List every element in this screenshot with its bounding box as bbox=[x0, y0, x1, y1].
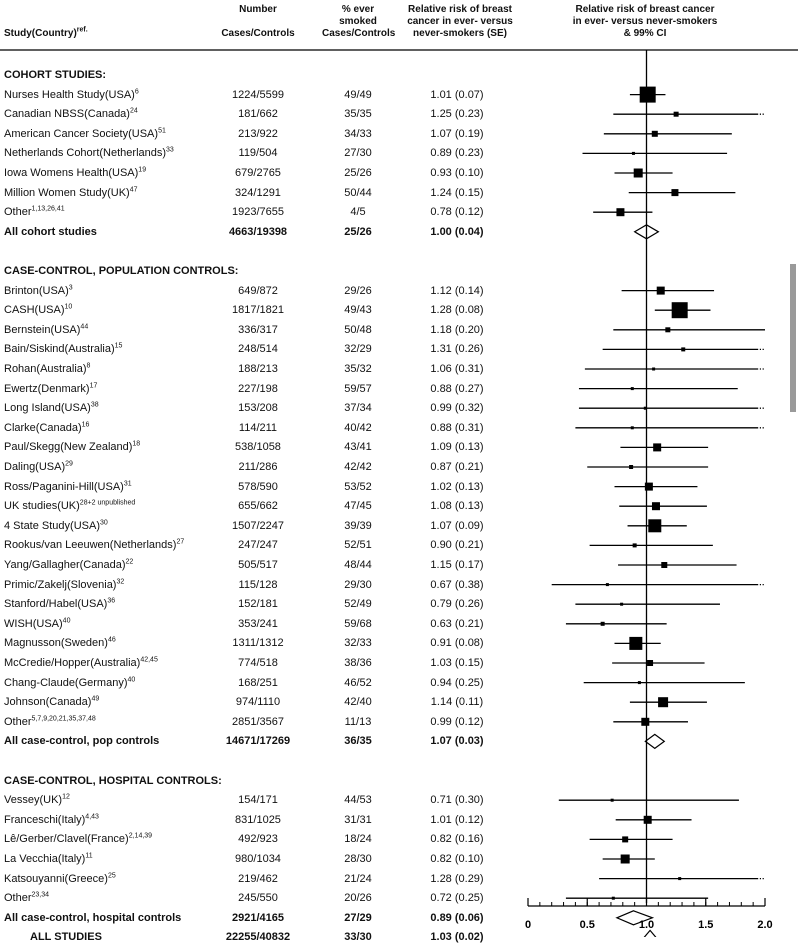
pct-smoked-cell: 4/5 bbox=[350, 206, 366, 219]
study-reference: 17 bbox=[89, 381, 98, 389]
pct-smoked-cell: 48/44 bbox=[344, 559, 372, 571]
relative-risk-cell: 0.93 (0.10) bbox=[430, 167, 484, 179]
cases-controls-cell: 538/1058 bbox=[235, 441, 281, 454]
relative-risk-cell: 1.31 (0.26) bbox=[430, 343, 484, 356]
study-estimate-square bbox=[652, 131, 658, 137]
relative-risk-cell: 1.09 (0.13) bbox=[430, 441, 484, 454]
study-reference: 42,45 bbox=[140, 656, 158, 664]
study-estimate-square bbox=[631, 387, 634, 390]
study-name-text: Vessey(UK) bbox=[4, 794, 63, 807]
x-tick-label: 0 bbox=[524, 919, 532, 931]
section-label: CASE-CONTROL, POPULATION CONTROLS: bbox=[4, 265, 239, 277]
study-reference: 40 bbox=[62, 617, 71, 625]
cases-controls-cell: 2851/3567 bbox=[232, 715, 284, 728]
study-reference: 8 bbox=[86, 362, 91, 370]
pct-smoked-cell: 35/35 bbox=[344, 108, 372, 121]
relative-risk-cell: 0.89 (0.23) bbox=[430, 147, 484, 160]
relative-risk-cell: 0.63 (0.21) bbox=[430, 617, 484, 630]
study-name-text: La Vecchia(Italy) bbox=[4, 853, 86, 865]
study-reference: 32 bbox=[116, 577, 125, 585]
study-name-text: Bernstein(USA) bbox=[4, 323, 81, 336]
relative-risk-cell: 0.71 (0.30) bbox=[430, 794, 484, 807]
header-ci-line3: & 99% CI bbox=[623, 28, 667, 39]
study-name-text: Johnson(Canada) bbox=[4, 696, 92, 709]
pct-smoked-cell: 32/33 bbox=[344, 637, 372, 650]
cases-controls-cell: 115/128 bbox=[238, 578, 278, 591]
study-name-text: UK studies(UK) bbox=[4, 500, 80, 513]
study-reference: 12 bbox=[62, 793, 70, 801]
study-name-text: Million Women Study(UK) bbox=[4, 186, 130, 199]
study-name-text: Long Island(USA) bbox=[4, 402, 91, 415]
study-name-text: Rohan(Australia) bbox=[4, 363, 87, 375]
pct-smoked-cell: 29/26 bbox=[344, 284, 372, 297]
cases-controls-cell: 1817/1821 bbox=[232, 304, 284, 317]
study-estimate-square bbox=[652, 368, 655, 371]
study-name-text: All case-control, pop controls bbox=[4, 735, 160, 748]
study-name-text: Ewertz(Denmark) bbox=[4, 382, 90, 395]
pct-smoked-cell: 27/29 bbox=[344, 911, 372, 924]
study-estimate-square bbox=[671, 189, 678, 196]
cases-controls-cell: 1224/5599 bbox=[232, 88, 284, 101]
study-reference: 38 bbox=[90, 401, 99, 409]
study-estimate-square bbox=[672, 302, 688, 318]
study-name-text: Rookus/van Leeuwen(Netherlands) bbox=[4, 539, 177, 552]
pct-smoked-cell: 52/49 bbox=[344, 598, 372, 611]
study-name-text: Yang/Gallagher(Canada) bbox=[4, 559, 126, 571]
study-estimate-square bbox=[665, 327, 670, 332]
pct-smoked-cell: 18/24 bbox=[344, 833, 372, 846]
header-ci-line2: in ever- versus never-smokers bbox=[572, 16, 718, 27]
study-name-text: Chang-Claude(Germany) bbox=[4, 676, 128, 689]
relative-risk-cell: 0.78 (0.12) bbox=[430, 206, 484, 219]
study-name-text: Canadian NBSS(Canada) bbox=[4, 108, 130, 121]
study-estimate-square bbox=[647, 660, 653, 666]
study-reference: 4,43 bbox=[85, 813, 99, 821]
cases-controls-cell: 1923/7655 bbox=[232, 206, 284, 219]
study-name-text: American Cancer Society(USA) bbox=[4, 127, 159, 140]
pct-smoked-cell: 29/30 bbox=[344, 578, 372, 591]
relative-risk-cell: 1.07 (0.09) bbox=[430, 519, 484, 532]
pct-smoked-cell: 33/30 bbox=[344, 931, 372, 944]
study-estimate-square bbox=[640, 87, 656, 103]
header-number-line2: Cases/Controls bbox=[221, 28, 295, 39]
relative-risk-cell: 1.15 (0.17) bbox=[430, 559, 484, 571]
x-tick-label: 1.5 bbox=[698, 919, 714, 931]
pct-smoked-cell: 42/42 bbox=[344, 461, 372, 473]
header-pct-line3: Cases/Controls bbox=[322, 28, 396, 39]
relative-risk-cell: 0.82 (0.16) bbox=[430, 833, 484, 846]
study-estimate-square bbox=[644, 816, 652, 824]
relative-risk-cell: 0.89 (0.06) bbox=[430, 911, 484, 924]
study-name-text: Brinton(USA) bbox=[4, 284, 69, 297]
section-label: CASE-CONTROL, HOSPITAL CONTROLS: bbox=[4, 774, 222, 787]
relative-risk-cell: 1.01 (0.07) bbox=[430, 88, 484, 101]
relative-risk-cell: 1.08 (0.13) bbox=[430, 500, 484, 513]
study-estimate-square bbox=[658, 697, 668, 707]
pct-smoked-cell: 38/36 bbox=[344, 657, 372, 669]
study-estimate-square bbox=[601, 622, 605, 626]
cases-controls-cell: 774/518 bbox=[238, 657, 278, 669]
study-estimate-square bbox=[620, 603, 623, 606]
study-name-text: Other bbox=[4, 892, 32, 905]
study-reference: 29 bbox=[65, 460, 73, 468]
study-estimate-square bbox=[631, 426, 634, 429]
x-tick-label: 0.5 bbox=[579, 919, 595, 931]
study-name-text: Netherlands Cohort(Netherlands) bbox=[4, 147, 167, 160]
relative-risk-cell: 1.06 (0.31) bbox=[430, 363, 484, 375]
relative-risk-cell: 1.28 (0.29) bbox=[430, 872, 484, 885]
study-estimate-square bbox=[629, 637, 642, 650]
cases-controls-cell: 1311/1312 bbox=[232, 637, 284, 650]
relative-risk-cell: 1.03 (0.02) bbox=[430, 931, 484, 944]
cases-controls-cell: 211/286 bbox=[238, 461, 278, 473]
pct-smoked-cell: 44/53 bbox=[344, 794, 372, 807]
relative-risk-cell: 0.99 (0.12) bbox=[430, 715, 484, 728]
study-name-text: Iowa Womens Health(USA) bbox=[4, 167, 139, 179]
study-name-text: McCredie/Hopper(Australia) bbox=[4, 657, 141, 669]
header-rr-line2: cancer in ever- versus bbox=[407, 16, 513, 27]
study-reference: 44 bbox=[80, 323, 89, 331]
relative-risk-cell: 1.02 (0.13) bbox=[430, 480, 484, 493]
relative-risk-cell: 1.12 (0.14) bbox=[430, 284, 484, 297]
pct-smoked-cell: 25/26 bbox=[344, 225, 372, 238]
study-estimate-square bbox=[653, 443, 661, 451]
relative-risk-cell: 0.72 (0.25) bbox=[430, 892, 484, 905]
pct-smoked-cell: 36/35 bbox=[344, 735, 372, 748]
pct-smoked-cell: 50/48 bbox=[344, 323, 372, 336]
header-study-label: Study(Country) bbox=[4, 28, 77, 39]
cases-controls-cell: 248/514 bbox=[238, 343, 278, 356]
study-reference: 11 bbox=[85, 852, 93, 860]
header-rr-line1: Relative risk of breast bbox=[408, 4, 512, 15]
section-label: COHORT STUDIES: bbox=[4, 69, 107, 81]
pct-smoked-cell: 11/13 bbox=[344, 715, 372, 728]
relative-risk-cell: 0.88 (0.31) bbox=[430, 421, 484, 434]
study-name-text: Paul/Skegg(New Zealand) bbox=[4, 441, 133, 454]
pct-smoked-cell: 21/24 bbox=[344, 872, 372, 885]
study-reference: 5,7,9,20,21,35,37,48 bbox=[31, 715, 96, 723]
relative-risk-cell: 1.28 (0.08) bbox=[430, 304, 484, 317]
study-name-text: Katsouyanni(Greece) bbox=[4, 872, 108, 885]
pct-smoked-cell: 52/51 bbox=[344, 539, 372, 552]
study-estimate-square bbox=[641, 718, 649, 726]
cases-controls-cell: 679/2765 bbox=[235, 167, 281, 179]
study-estimate-square bbox=[634, 169, 643, 178]
study-estimate-square bbox=[661, 562, 667, 568]
study-name-text: All case-control, hospital controls bbox=[4, 911, 182, 924]
study-estimate-square bbox=[652, 502, 660, 510]
header-study-sup: ref. bbox=[76, 26, 88, 34]
study-estimate-square bbox=[629, 465, 633, 469]
study-reference: 40 bbox=[127, 675, 136, 683]
study-name-text: Ross/Paganini-Hill(USA) bbox=[4, 480, 124, 493]
header-rr-line3: never-smokers (SE) bbox=[413, 28, 507, 39]
cases-controls-cell: 114/211 bbox=[238, 421, 278, 434]
study-reference: 3 bbox=[68, 283, 73, 291]
pct-smoked-cell: 32/29 bbox=[344, 343, 372, 356]
pooled-estimate-diamond bbox=[644, 930, 656, 937]
study-reference: 27 bbox=[176, 538, 185, 546]
study-reference: 33 bbox=[166, 146, 174, 154]
study-reference: 30 bbox=[100, 519, 108, 527]
relative-risk-cell: 0.87 (0.21) bbox=[430, 461, 484, 473]
relative-risk-cell: 0.91 (0.08) bbox=[430, 637, 484, 650]
cases-controls-cell: 14671/17269 bbox=[225, 735, 291, 748]
study-estimate-square bbox=[616, 208, 624, 216]
study-name-text: Daling(USA) bbox=[4, 461, 66, 473]
relative-risk-cell: 1.18 (0.20) bbox=[430, 323, 484, 336]
study-name-text: Magnusson(Sweden) bbox=[4, 637, 108, 650]
header-number-line1: Number bbox=[239, 4, 277, 15]
study-reference: 18 bbox=[132, 440, 141, 448]
relative-risk-cell: 1.25 (0.23) bbox=[430, 108, 484, 121]
header-pct-line2: smoked bbox=[339, 16, 377, 27]
pct-smoked-cell: 34/33 bbox=[344, 127, 372, 140]
cases-controls-cell: 181/662 bbox=[238, 108, 278, 121]
relative-risk-cell: 0.67 (0.38) bbox=[430, 578, 484, 591]
study-estimate-square bbox=[648, 519, 661, 532]
study-estimate-square bbox=[681, 347, 685, 351]
cases-controls-cell: 1507/2247 bbox=[232, 519, 284, 532]
pct-smoked-cell: 43/41 bbox=[344, 441, 372, 454]
cases-controls-cell: 227/198 bbox=[238, 382, 278, 395]
study-reference: 22 bbox=[125, 558, 134, 566]
cases-controls-cell: 213/922 bbox=[238, 127, 278, 140]
pct-smoked-cell: 31/31 bbox=[344, 813, 372, 826]
pct-smoked-cell: 49/49 bbox=[344, 88, 372, 101]
cases-controls-cell: 649/872 bbox=[238, 284, 278, 297]
relative-risk-cell: 1.00 (0.04) bbox=[430, 225, 484, 238]
cases-controls-cell: 353/241 bbox=[238, 617, 278, 630]
cases-controls-cell: 974/1110 bbox=[235, 696, 281, 709]
study-name-text: Stanford/Habel(USA) bbox=[4, 598, 108, 611]
cases-controls-cell: 505/517 bbox=[238, 559, 278, 571]
study-name-text: Lê/Gerber/Clavel(France) bbox=[4, 833, 129, 846]
study-name-text: Franceschi(Italy) bbox=[4, 813, 86, 826]
cases-controls-cell: 188/213 bbox=[238, 363, 278, 375]
cases-controls-cell: 168/251 bbox=[238, 676, 278, 689]
cases-controls-cell: 245/550 bbox=[238, 892, 278, 905]
cases-controls-cell: 578/590 bbox=[238, 480, 278, 493]
study-name-text: Primic/Zakelj(Slovenia) bbox=[4, 578, 117, 591]
relative-risk-cell: 1.24 (0.15) bbox=[430, 186, 484, 199]
cases-controls-cell: 831/1025 bbox=[235, 813, 281, 826]
relative-risk-cell: 0.88 (0.27) bbox=[430, 382, 484, 395]
cases-controls-cell: 2921/4165 bbox=[232, 911, 284, 924]
relative-risk-cell: 1.03 (0.15) bbox=[430, 657, 484, 669]
x-tick-label: 2.0 bbox=[757, 919, 773, 931]
study-reference: 15 bbox=[114, 342, 123, 350]
study-reference: 2,14,39 bbox=[128, 832, 153, 840]
study-estimate-square bbox=[632, 152, 635, 155]
study-reference: 10 bbox=[64, 303, 73, 311]
relative-risk-cell: 0.99 (0.32) bbox=[430, 402, 484, 415]
cases-controls-cell: 4663/19398 bbox=[228, 225, 288, 238]
header-ci-line1: Relative risk of breast cancer bbox=[575, 4, 715, 15]
study-estimate-square bbox=[611, 799, 614, 802]
study-estimate-square bbox=[674, 112, 679, 117]
pct-smoked-cell: 40/42 bbox=[344, 421, 372, 434]
x-tick-label: 1.0 bbox=[638, 919, 655, 931]
study-reference: 49 bbox=[91, 695, 100, 703]
relative-risk-cell: 0.94 (0.25) bbox=[430, 676, 484, 689]
cases-controls-cell: 219/462 bbox=[238, 872, 278, 885]
study-reference: 6 bbox=[134, 87, 139, 95]
cases-controls-cell: 247/247 bbox=[238, 539, 278, 552]
study-name-text: 4 State Study(USA) bbox=[4, 519, 100, 532]
study-reference: 51 bbox=[158, 127, 166, 135]
study-reference: 25 bbox=[107, 871, 116, 879]
pct-smoked-cell: 20/26 bbox=[344, 892, 372, 905]
study-name-text: Other bbox=[4, 206, 32, 219]
pct-smoked-cell: 37/34 bbox=[344, 402, 372, 415]
study-name-text: WISH(USA) bbox=[4, 617, 63, 630]
study-estimate-square bbox=[657, 287, 665, 295]
study-estimate-square bbox=[621, 855, 630, 864]
study-reference: 19 bbox=[138, 166, 147, 174]
study-reference: 31 bbox=[123, 479, 132, 487]
pct-smoked-cell: 59/68 bbox=[344, 617, 372, 630]
study-reference: 36 bbox=[107, 597, 116, 605]
pct-smoked-cell: 46/52 bbox=[344, 676, 372, 689]
header-pct-line1: % ever bbox=[341, 4, 375, 15]
relative-risk-cell: 0.82 (0.10) bbox=[430, 853, 484, 865]
study-reference: 16 bbox=[81, 421, 90, 429]
cases-controls-cell: 336/317 bbox=[238, 323, 278, 336]
cases-controls-cell: 324/1291 bbox=[235, 186, 281, 199]
study-name-text: Clarke(Canada) bbox=[4, 421, 82, 434]
pct-smoked-cell: 28/30 bbox=[344, 853, 372, 865]
cases-controls-cell: 119/504 bbox=[238, 147, 278, 160]
study-name-text: ALL STUDIES bbox=[30, 931, 102, 944]
pct-smoked-cell: 39/39 bbox=[344, 519, 372, 532]
relative-risk-cell: 1.01 (0.12) bbox=[430, 813, 484, 826]
relative-risk-cell: 1.07 (0.19) bbox=[430, 127, 484, 140]
pct-smoked-cell: 53/52 bbox=[344, 480, 372, 493]
study-reference: 47 bbox=[129, 185, 138, 193]
pct-smoked-cell: 47/45 bbox=[344, 500, 372, 513]
relative-risk-cell: 1.07 (0.03) bbox=[430, 735, 484, 748]
scrollbar-thumb[interactable] bbox=[790, 264, 796, 412]
study-name-text: Other bbox=[4, 715, 32, 728]
study-name-text: Nurses Health Study(USA) bbox=[4, 88, 135, 101]
study-estimate-square bbox=[612, 897, 615, 900]
pct-smoked-cell: 25/26 bbox=[344, 167, 372, 179]
pooled-estimate-diamond bbox=[645, 734, 664, 748]
study-reference: 1,13,26,41 bbox=[31, 205, 65, 213]
study-estimate-square bbox=[633, 543, 637, 547]
cases-controls-cell: 152/181 bbox=[238, 598, 278, 611]
cases-controls-cell: 22255/40832 bbox=[225, 931, 291, 944]
study-name-text: CASH(USA) bbox=[4, 304, 65, 317]
pct-smoked-cell: 50/44 bbox=[344, 186, 372, 199]
cases-controls-cell: 153/208 bbox=[238, 402, 278, 415]
pct-smoked-cell: 49/43 bbox=[344, 304, 372, 317]
study-estimate-square bbox=[678, 877, 681, 880]
study-estimate-square bbox=[622, 836, 628, 842]
relative-risk-cell: 0.79 (0.26) bbox=[430, 598, 484, 611]
pct-smoked-cell: 42/40 bbox=[344, 696, 372, 709]
pct-smoked-cell: 35/32 bbox=[344, 363, 372, 375]
relative-risk-cell: 0.90 (0.21) bbox=[430, 539, 484, 552]
cases-controls-cell: 980/1034 bbox=[235, 853, 281, 865]
pct-smoked-cell: 59/57 bbox=[344, 382, 372, 395]
cases-controls-cell: 655/662 bbox=[238, 500, 278, 513]
study-reference: 46 bbox=[107, 636, 116, 644]
study-estimate-square bbox=[606, 583, 609, 586]
cases-controls-cell: 492/923 bbox=[238, 833, 278, 846]
study-reference: 28+2 unpublished bbox=[79, 499, 136, 507]
study-estimate-square bbox=[638, 681, 641, 684]
cases-controls-cell: 154/171 bbox=[238, 794, 278, 807]
study-name-text: Bain/Siskind(Australia) bbox=[4, 343, 115, 356]
relative-risk-cell: 1.14 (0.11) bbox=[430, 696, 484, 709]
pct-smoked-cell: 27/30 bbox=[344, 147, 372, 160]
study-reference: 24 bbox=[129, 107, 138, 115]
study-reference: 23,34 bbox=[31, 891, 50, 899]
study-name-text: All cohort studies bbox=[4, 225, 97, 238]
